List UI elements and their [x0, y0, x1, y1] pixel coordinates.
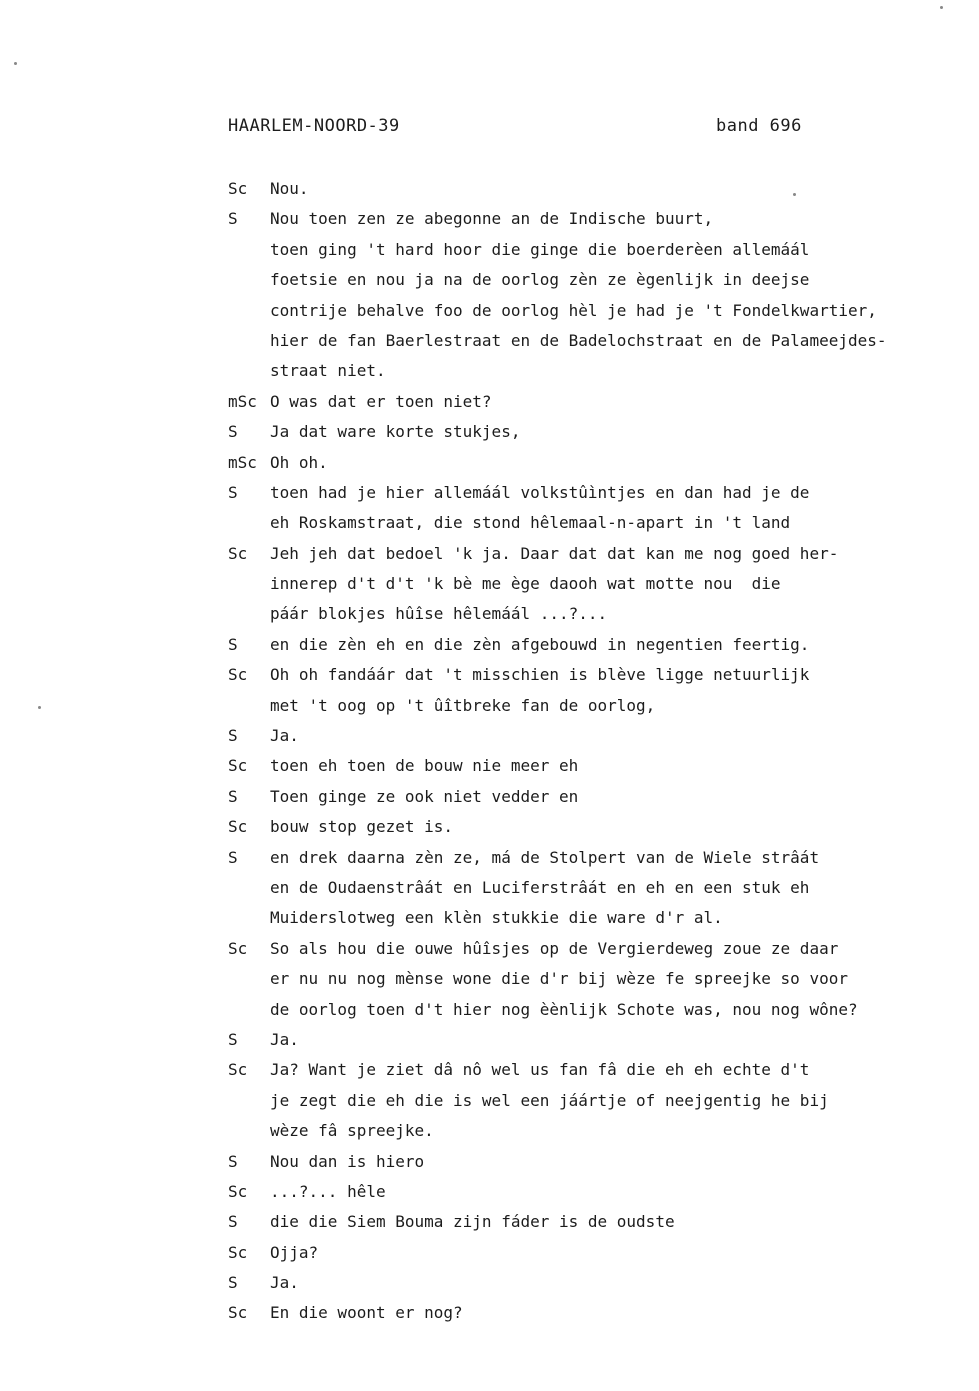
transcript-entry	[0, 1207, 979, 1237]
utterance	[270, 417, 979, 447]
speaker-label: Sc	[228, 665, 248, 685]
transcript-entry	[0, 1268, 979, 1298]
scan-speck	[793, 193, 796, 196]
utterance-line: en drek daarna zèn ze, má de Stolpert van de Wiele strâát	[270, 847, 820, 867]
utterance-line: Ja.	[270, 1029, 299, 1049]
speaker-label: Sc	[228, 756, 248, 776]
transcript-entry	[0, 721, 979, 751]
utterance-line: en de Oudaenstrâát en Luciferstrâát en eh en een stuk eh	[270, 877, 810, 897]
utterance-line: innerep d't d't 'k bè me ège daooh wat motte nou die	[270, 574, 781, 594]
utterance	[270, 1177, 979, 1207]
utterance-line: Nou.	[270, 179, 309, 198]
speaker-label: mSc	[228, 391, 257, 411]
utterance-line: wèze fâ spreejke.	[270, 1121, 434, 1141]
transcript-entry	[0, 1055, 979, 1146]
speaker-label: Sc	[228, 1242, 248, 1262]
transcript	[0, 174, 979, 1329]
utterance	[270, 721, 979, 751]
utterance	[270, 1055, 979, 1146]
speaker-label: mSc	[228, 452, 257, 472]
speaker-label: S	[228, 726, 238, 746]
speaker-label: S	[228, 482, 238, 502]
utterance	[270, 387, 979, 417]
utterance-line: Oh oh fandáár dat 't misschien is blève ligge netuurlijk	[270, 665, 810, 685]
utterance-line: Nou toen zen ze abegonne an de Indische buurt,	[270, 209, 714, 229]
utterance-line: ...?... hêle	[270, 1181, 386, 1201]
utterance	[270, 1238, 979, 1268]
utterance	[270, 1147, 979, 1177]
utterance-line: straat niet.	[270, 361, 386, 381]
utterance	[270, 539, 979, 630]
utterance-line: Ja.	[270, 726, 299, 746]
utterance	[270, 1207, 979, 1237]
utterance	[270, 448, 979, 478]
transcript-entry	[0, 387, 979, 417]
utterance	[270, 1268, 979, 1298]
transcript-entry	[0, 812, 979, 842]
transcript-entry	[0, 417, 979, 447]
speaker-label: S	[228, 422, 238, 442]
utterance-line: O was dat er toen niet?	[270, 391, 492, 411]
utterance-line: contrije behalve foo de oorlog hèl je had je 't Fondelkwartier,	[270, 300, 877, 320]
utterance-line: toen had je hier allemáál volkstûìntjes en dan had je de	[270, 482, 810, 502]
scan-speck	[940, 6, 943, 9]
speaker-label: Sc	[228, 543, 248, 563]
utterance-line: Ojja?	[270, 1242, 319, 1262]
transcript-entry	[0, 539, 979, 630]
transcript-entry	[0, 478, 979, 539]
utterance	[270, 174, 979, 204]
utterance-line: bouw stop gezet is.	[270, 817, 454, 837]
speaker-label: Sc	[228, 938, 248, 958]
band-number: band 696	[716, 116, 802, 136]
utterance-line: met 't oog op 't ûîtbreke fan de oorlog,	[270, 695, 656, 715]
transcript-entry	[0, 843, 979, 934]
speaker-label: S	[228, 1029, 238, 1049]
speaker-label: S	[228, 1212, 238, 1232]
utterance-line: En die woont er nog?	[270, 1303, 463, 1323]
utterance-line: die die Siem Bouma zijn fáder is de oudste	[270, 1212, 675, 1232]
utterance	[270, 1298, 979, 1328]
utterance-line: páár blokjes hûîse hêlemáál ...?...	[270, 604, 608, 624]
utterance-line: hier de fan Baerlestraat en de Badelochstraat en de Palameejdes-	[270, 330, 887, 350]
speaker-label: S	[228, 1151, 238, 1171]
utterance	[270, 782, 979, 812]
utterance	[270, 843, 979, 934]
utterance-line: Nou dan is hiero	[270, 1151, 425, 1171]
transcript-entry	[0, 630, 979, 660]
speaker-label: S	[228, 786, 238, 806]
utterance-line: Toen ginge ze ook niet vedder en	[270, 786, 579, 806]
transcript-entry	[0, 934, 979, 1025]
utterance	[270, 204, 979, 386]
utterance-line: Ja? Want je ziet dâ nô wel us fan fâ die eh eh echte d't	[270, 1060, 810, 1080]
utterance-line: So als hou die ouwe hûîsjes op de Vergierdeweg zoue ze daar	[270, 938, 839, 958]
utterance	[270, 660, 979, 721]
utterance-line: Ja dat ware korte stukjes,	[270, 422, 521, 442]
transcript-entry	[0, 1177, 979, 1207]
speaker-label: Sc	[228, 1303, 248, 1323]
utterance-line: en die zèn eh en die zèn afgebouwd in negentien feertig.	[270, 634, 810, 654]
scan-speck	[14, 62, 17, 65]
speaker-label: Sc	[228, 817, 248, 837]
utterance	[270, 1025, 979, 1055]
speaker-label: Sc	[228, 1060, 248, 1080]
utterance-line: Oh oh.	[270, 452, 328, 472]
utterance-line: Muiderslotweg een klèn stukkie die ware d'r al.	[270, 908, 723, 928]
transcript-entry	[0, 448, 979, 478]
utterance-line: Jeh jeh dat bedoel 'k ja. Daar dat dat kan me nog goed her-	[270, 543, 839, 563]
utterance-line: toen eh toen de bouw nie meer eh	[270, 756, 579, 776]
speaker-label: Sc	[228, 179, 248, 198]
utterance-line: eh Roskamstraat, die stond hêlemaal-n-apart in 't land	[270, 513, 791, 533]
utterance	[270, 934, 979, 1025]
utterance	[270, 812, 979, 842]
transcript-entry	[0, 782, 979, 812]
utterance	[270, 478, 979, 539]
speaker-label: S	[228, 847, 238, 867]
transcript-entry	[0, 204, 979, 386]
document-title: HAARLEM-NOORD-39	[228, 116, 400, 136]
utterance-line: Ja.	[270, 1273, 299, 1293]
transcript-entry	[0, 1238, 979, 1268]
transcript-entry	[0, 751, 979, 781]
transcript-entry	[0, 1147, 979, 1177]
speaker-label: Sc	[228, 1181, 248, 1201]
utterance-line: toen ging 't hard hoor die ginge die boerderèen allemáál	[270, 239, 810, 259]
speaker-label: S	[228, 634, 238, 654]
utterance-line: de oorlog toen d't hier nog èènlijk Schote was, nou nog wône?	[270, 999, 858, 1019]
utterance-line: er nu nu nog mènse wone die d'r bij wèze fe spreejke so voor	[270, 969, 848, 989]
utterance	[270, 630, 979, 660]
scan-speck	[38, 706, 41, 709]
speaker-label: S	[228, 1273, 238, 1293]
utterance-line: foetsie en nou ja na de oorlog zèn ze ègenlijk in deejse	[270, 270, 810, 290]
transcript-entry	[0, 1025, 979, 1055]
transcript-entry	[0, 174, 979, 204]
utterance-line: je zegt die eh die is wel een jáártje of neejgentig he bij	[270, 1090, 829, 1110]
speaker-label: S	[228, 209, 238, 229]
transcript-entry	[0, 1298, 979, 1328]
utterance	[270, 751, 979, 781]
transcript-entry	[0, 660, 979, 721]
